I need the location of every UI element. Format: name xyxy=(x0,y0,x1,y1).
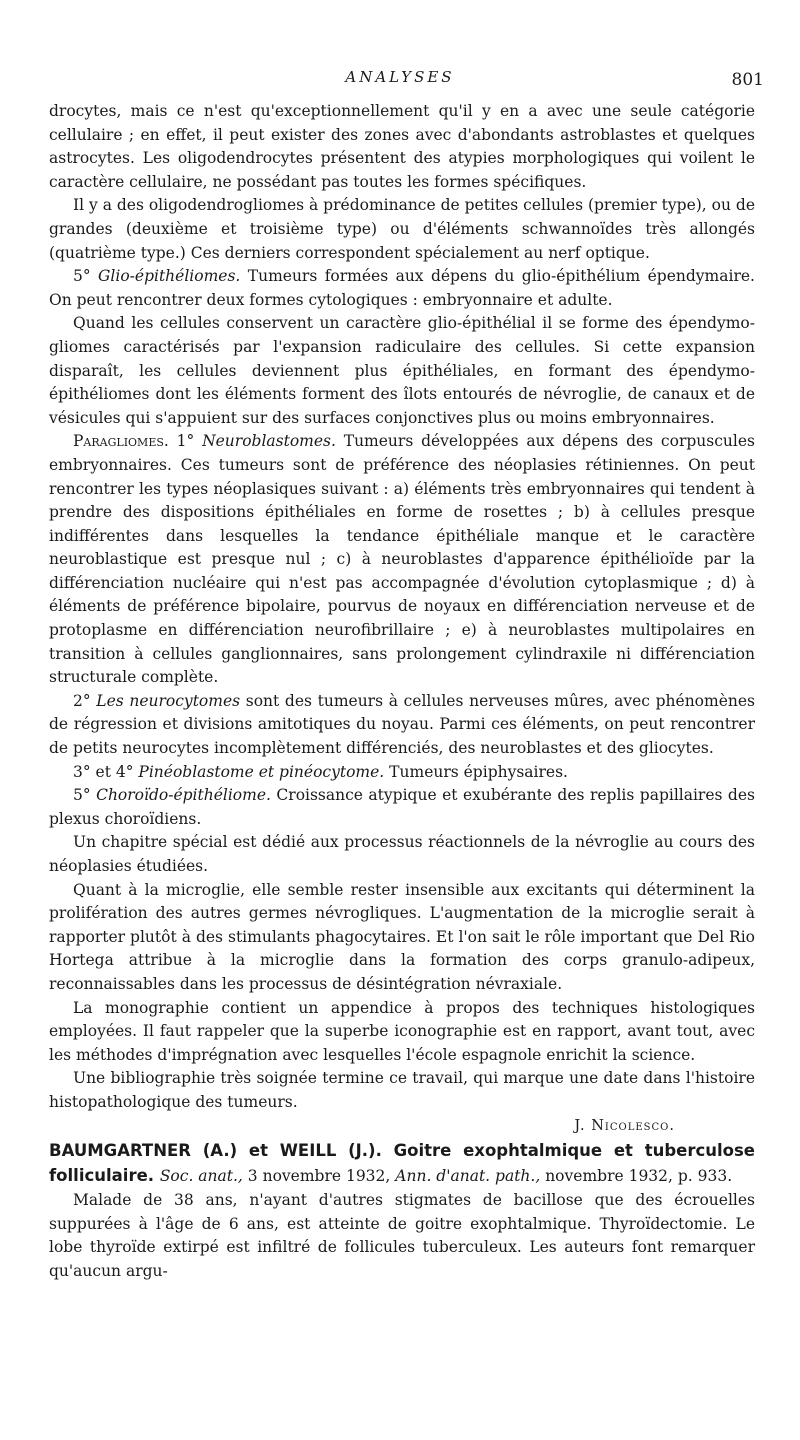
entry-title xyxy=(49,1138,755,1189)
ref-journal: Ann. d'anat. path., xyxy=(395,1167,541,1186)
paragraph-text: Croissance atypique et exubérante des replis papillaires des plexus choroïdiens. xyxy=(49,786,755,828)
page-number: 801 xyxy=(731,70,764,90)
term: Choroïdo-épithéliome. xyxy=(96,786,271,805)
term: Les neurocytomes xyxy=(96,691,241,710)
signature: J. Nicolesco. xyxy=(574,1117,675,1134)
paragraph: Un chapitre spécial est dédié aux processus réactionnels de la névroglie au cours des néoplasies étudiées. xyxy=(49,833,755,875)
term: Pinéoblastome et pinéocytome. xyxy=(138,762,385,781)
paragraph-text: Tumeurs formées aux dépens du glio-épithélium épendymaire. On peut rencontrer deux formes cytologiques : embryonnaire et adulte. xyxy=(49,267,755,309)
paragraph xyxy=(49,690,755,761)
item-number: 2° xyxy=(73,691,91,710)
section-lead: Paragliomes. xyxy=(73,432,169,451)
ref-date: novembre 1932, p. 933. xyxy=(545,1167,733,1186)
paragraph: Quant à la microglie, elle semble rester insensible aux excitants qui déterminent la prolifération des autres germes névrogliques. L'augmentation de la microglie serait à rapporter plutôt à des stimulants phagocytaires. Et l'on sait le rôle important que Del Rio Hortega attribue à la microglie dans la formation des corps granulo-adipeux, reconnaissables dans les processus de désintégration névraxiale. xyxy=(49,880,755,993)
paragraph: Quand les cellules conservent un caractère glio-épithélial il se forme des épendymo-gliomes caractérisés par l'expansion radiculaire des cellules. Si cette expansion disparaît, les cellules deviennent plus épithéliales, en formant des épendymo-épithéliomes dont les éléments forment des îlots entourés de névroglie, de canaux et de vésicules qui s'appuient sur des surfaces conjonctives plus ou moins embryonnaires. xyxy=(49,314,755,427)
paragraph-text: sont des tumeurs à cellules nerveuses mûres, avec phénomènes de régression et divisions amitotiques du noyau. Parmi ces éléments, on peut rencontrer de petits neurocytes incomplètement différenciés, des neuroblastes et des gliocytes. xyxy=(49,691,755,758)
item-number: 3° et 4° xyxy=(73,762,134,781)
paragraph: Une bibliographie très soignée termine ce travail, qui marque une date dans l'histoire histopathologique des tumeurs. xyxy=(49,1069,755,1111)
paragraph xyxy=(49,265,755,312)
entry-reference xyxy=(160,1167,732,1185)
paragraph xyxy=(49,784,755,831)
paragraph: La monographie contient un appendice à propos des techniques histologiques employées. Il faut rappeler que la superbe iconographie est en rapport, avant tout, avec les méthodes d'imprégnation avec lesquelles l'école espagnole enrichit la science. xyxy=(49,998,755,1064)
item-number: 1° xyxy=(176,432,195,451)
paragraph xyxy=(49,430,755,690)
item-number: 5° xyxy=(73,786,91,805)
running-head xyxy=(0,62,800,92)
paragraph-text: Tumeurs développées aux dépens des corpuscules embryonnaires. Ces tumeurs sont de préférence des néoplasies rétiniennes. On peut rencontrer les types néoplasiques suivant : a) éléments très embryonnaires qui tendent à prendre des dispositions épithéliales en forme de rosettes ; b) à cellules presque indifférentes dans lesquelles la tendance épithéliale manque et le caractère neuroblastique est presque nul ; c) à neuroblastes d'apparence épithélioïde par la différenciation nucléaire qui n'est pas accompagnée d'évolution cytoplasmique ; d) à éléments de préférence bipolaire, pourvus de noyaux en différenciation nerveuse et de protoplasme en différenciation neurofibrillaire ; e) à neuroblastes multipolaires en transition à cellules ganglionnaires, sans prolongement cylindraxile ni différenciation structurale complète. xyxy=(49,432,755,687)
ref-soc: Soc. anat., xyxy=(159,1167,243,1186)
item-number: 5° xyxy=(73,267,91,286)
paragraph: drocytes, mais ce n'est qu'exceptionnellement qu'il y en a avec une seule catégorie cellulaire ; en effet, il peut exister des zones avec d'abondants astroblastes et quelques astrocytes. Les oligodendrocytes présentent des atypies morphologiques qui voilent le caractère cellulaire, ne possédant pas toutes les formes spécifiques. xyxy=(49,102,755,191)
paragraph: Il y a des oligodendrogliomes à prédominance de petites cellules (premier type), ou de grandes (deuxième et troisième type) ou d'éléments schwannoïdes très allongés (quatrième type.) Ces derniers correspondent spécialement au nerf optique. xyxy=(49,196,755,262)
paragraph xyxy=(49,761,755,785)
entry-body: Malade de 38 ans, n'ayant d'autres stigmates de bacillose que des écrouelles suppurées à l'âge de 6 ans, est atteinte de goitre exophtalmique. Thyroïdectomie. Le lobe thyroïde extirpé est infiltré de follicules tuberculeux. Les auteurs font remarquer qu'aucun argu- xyxy=(49,1191,755,1280)
body-text xyxy=(49,100,755,1284)
term: Glio-épithéliomes. xyxy=(98,267,241,286)
ref-date: 3 novembre 1932, xyxy=(247,1167,391,1186)
term: Neuroblastomes. xyxy=(202,432,336,451)
paragraph-text: Tumeurs épiphysaires. xyxy=(389,762,568,781)
running-title: ANALYSES xyxy=(345,68,455,86)
entry-authors-title: BAUMGARTNER (A.) et WEILL (J.). Goitre exophtalmique et tuberculose folliculaire. xyxy=(49,1141,755,1186)
